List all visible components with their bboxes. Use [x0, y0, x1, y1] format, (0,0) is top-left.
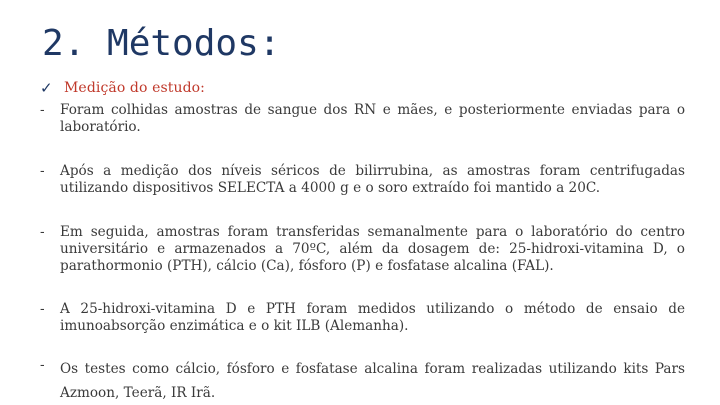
checkmark-icon: ✓	[40, 79, 53, 97]
list-item	[40, 102, 685, 136]
list-item-text: Após a medição dos níveis séricos de bilirrubina, as amostras foram centrifugadas utilizando dispositivos SELECTA a 4000 g e o soro extraído foi mantido a 20C.	[60, 163, 685, 196]
list-item-text: Em seguida, amostras foram transferidas semanalmente para o laboratório do centro universitário e armazenados a 70ºC, além da dosagem de: 25-hidroxi-vitamina D, o parathormonio (PTH), cálcio (Ca), fósforo (P) e fosfatase alcalina (FAL).	[60, 224, 685, 274]
subtitle-text: Medição do estudo:	[64, 80, 205, 96]
list-item	[40, 163, 685, 197]
list-item	[40, 224, 685, 275]
bullet-dash: -	[40, 224, 45, 240]
list-item-text: Os testes como cálcio, fósforo e fosfatase alcalina foram realizadas utilizando kits Pars Azmoon, Teerã, IR Irã.	[60, 361, 685, 401]
bullet-dash: -	[40, 102, 45, 118]
bullet-dash: -	[40, 163, 45, 179]
list-item-text: A 25-hidroxi-vitamina D e PTH foram medidos utilizando o método de ensaio de imunoabsorção enzimática e o kit ILB (Alemanha).	[60, 301, 685, 334]
list-item-text: Foram colhidas amostras de sangue dos RN e mães, e posteriormente enviadas para o laboratório.	[60, 102, 685, 135]
slide-title: 2. Métodos:	[42, 23, 281, 64]
list-item	[40, 357, 685, 405]
bullet-dash: -	[40, 357, 45, 373]
list-item	[40, 301, 685, 335]
subtitle-row	[40, 79, 205, 97]
bullet-dash: -	[40, 301, 45, 317]
